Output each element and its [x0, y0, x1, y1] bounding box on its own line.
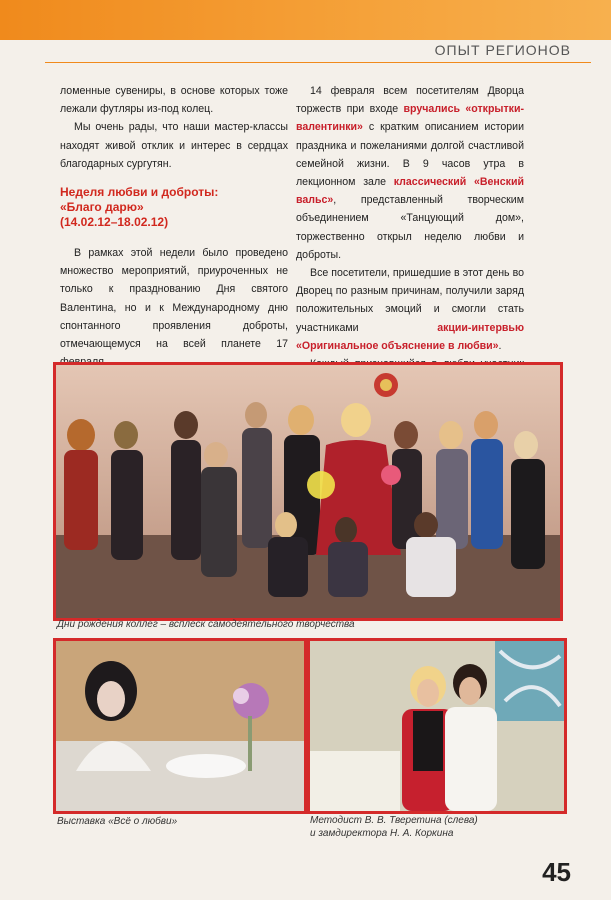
- text-run: 14 февраля всем посетителям Дворца торжеств при входе: [296, 85, 524, 116]
- page-number: 45: [542, 857, 571, 887]
- paragraph: [296, 82, 524, 264]
- left-column: [60, 82, 288, 371]
- section-heading: [60, 185, 288, 230]
- staff-photo: [307, 638, 567, 814]
- highlight-text: классический «Венский вальс»: [296, 176, 525, 207]
- section-label: ОПЫТ РЕГИОНОВ: [434, 42, 571, 58]
- highlight-text: акции-интервью «Оригинальное объяснение в любви»: [296, 321, 524, 352]
- paragraph: Мы очень рады, что наши мастер-классы находят живой отклик и интерес в сердцах благодарных сургутян.: [60, 121, 288, 170]
- caption-line: и замдиректора Н. А. Коркина: [310, 828, 454, 839]
- group-photo: [53, 362, 563, 621]
- photo-caption: Выставка «Всё о любви»: [57, 816, 178, 827]
- text-run: с кратким описанием истории праздника и пожеланиями долгой счастливой семейной жизни. В 9 часов утра в лекционном зале: [296, 121, 524, 189]
- caption-line: Методист В. В. Тверетина (слева): [310, 815, 478, 826]
- header-band: [0, 0, 611, 40]
- highlight-text: вручались «открытки-валентинки»: [296, 103, 525, 134]
- text-run: .: [498, 339, 502, 352]
- heading-line: «Благо дарю»: [60, 200, 144, 215]
- header-rule: [45, 62, 591, 63]
- heading-line: (14.02.12–18.02.12): [60, 215, 169, 230]
- text-run: , представленный творческим объединением «Танцующий дом», торжественно открыл неделю любви и доброты.: [296, 194, 524, 261]
- paragraph: ломенные сувениры, в основе которых тоже лежали футляры из-под колец.: [60, 85, 288, 116]
- photo-caption: [310, 814, 478, 840]
- paragraph: [296, 264, 524, 355]
- right-column: [296, 82, 524, 391]
- paragraph: В рамках этой недели было проведено множество мероприятий, приуроченных не только к празднованию Дня святого Валентина, но и к Международному дню спонтанного проявления доброты, отмечающемуся на всей планете 17: [60, 247, 288, 351]
- heading-line: Неделя любви и доброты:: [60, 185, 219, 200]
- photo-caption: Дни рождения коллег – всплеск самодеятельного творчества: [57, 619, 355, 630]
- text-run: Все посетители, пришедшие в этот день во Дворец по разным причинам, получили заряд положительных эмоций и смогли стать участниками: [296, 267, 524, 334]
- exhibition-photo: [53, 638, 307, 814]
